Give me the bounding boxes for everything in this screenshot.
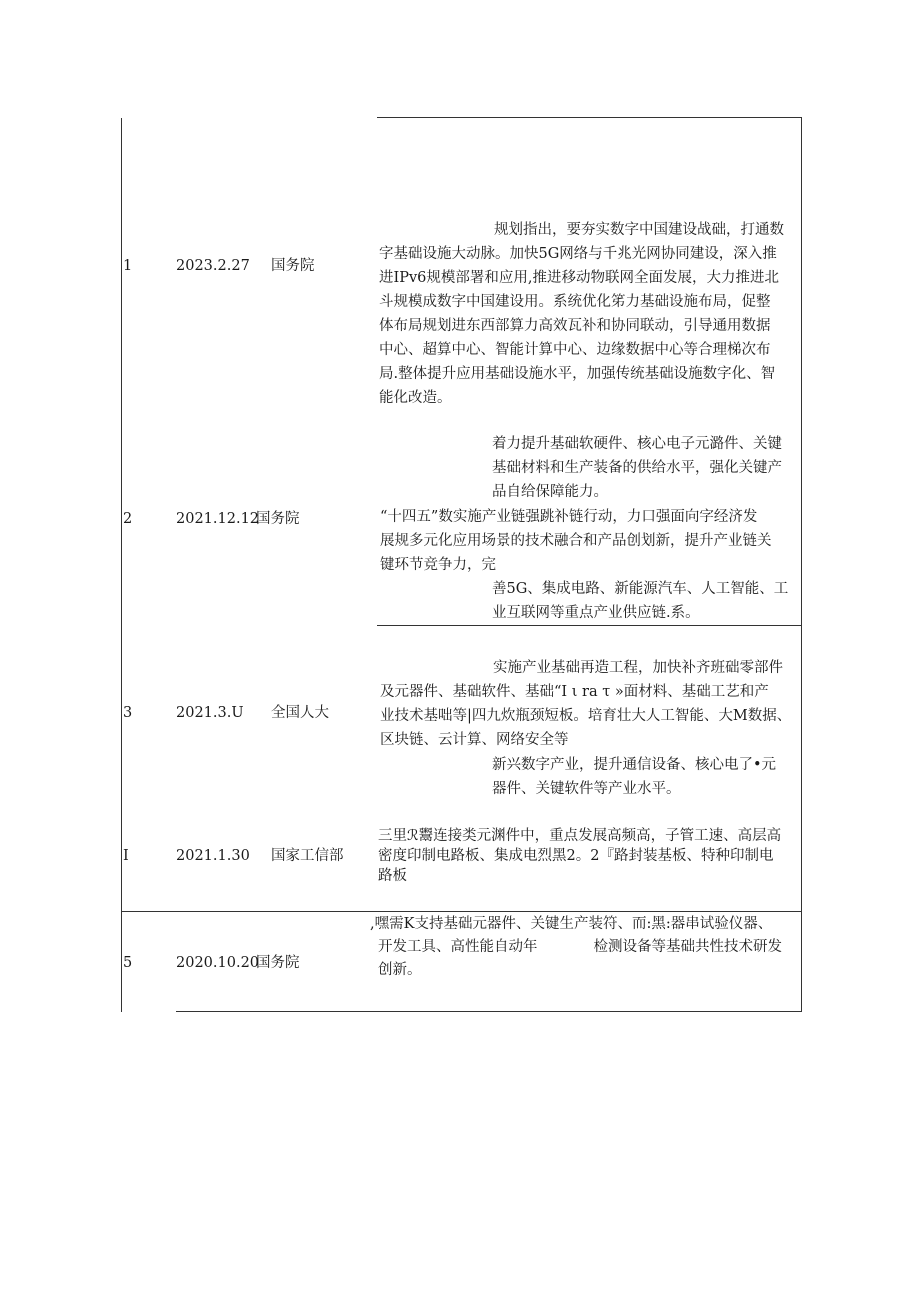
row-1-number: 1 [123, 258, 133, 274]
row-1-content-line: 进IPv6规模部署和应用,推进移动物联网全面发展，大力推进北 [379, 270, 780, 286]
row-3-content-line: 新兴数字产业，提升通信设备、核心电了•元 [492, 757, 777, 773]
row-2-content-line: 展规多元化应用场景的技术融合和产品创划新，提升产业链关 [380, 533, 772, 549]
row-3-content-line: 区块链、云计算、网络安全等 [380, 732, 569, 748]
row-3-content-b [492, 753, 804, 801]
row-5-date: 2020.10.20 [176, 955, 260, 971]
row-1-content-line: 规划指出，要夯实数字中国建设战础，打通数 [494, 222, 784, 238]
row-3-content-line: 实施产业基础再造工程，加快补齐班础零部件 [493, 660, 783, 676]
bottom-border-line [176, 1011, 802, 1012]
row-2-content-a [492, 432, 802, 504]
row-3-issuer: 全国人大 [271, 705, 329, 721]
row-3-content-line: 业技术基咄等|四九炊瓶颈短板。培育壮大人工智能、大M数据、 [380, 708, 792, 724]
row-divider-2-3 [377, 625, 802, 626]
row-5-issuer: 国务院 [256, 955, 300, 971]
row-5-content-line [370, 936, 804, 959]
row-4-date: 2021.1.30 [176, 848, 250, 864]
row-4-number: I [123, 848, 129, 864]
row-2-issuer: 国务院 [256, 511, 300, 527]
row-1-content-line: 局.整体提升应用基础设施水平，加强传统基础设施数字化、智 [379, 366, 776, 382]
row-4-issuer: 国家工信部 [271, 848, 344, 864]
row-4-content-line: 路板 [378, 868, 407, 884]
row-divider-4-5 [121, 911, 802, 912]
top-border-line [377, 117, 802, 118]
row-5-content [370, 913, 804, 982]
row-2-date: 2021.12.12 [176, 511, 260, 527]
row-3-number: 3 [123, 705, 133, 721]
row-2-content-line: 基础材料和生产装备的供给水平，强化关键产 [492, 460, 782, 476]
row-2-content-b [380, 505, 804, 577]
row-4-content-line: 密度印制电路板、集成电烈黑2。2『路封装基板、特种印制电 [378, 848, 774, 864]
row-2-content-line: 善5G、集成电路、新能源汽车、人工智能、工 [492, 581, 789, 597]
row-1-content-line: 字基础设施大动脉。加快5G网络与千兆光网协同建设，深入推 [379, 246, 777, 262]
row-3-date: 2021.3.U [176, 705, 244, 721]
row-5-content-fragment: 开发工具、高性能自动年 [378, 939, 538, 955]
row-3-content-line: 及元器件、基础软件、基础“I ι ra τ »面材料、基础工艺和产 [380, 684, 769, 700]
row-3-content-line: 器件、关键软件等产业水平。 [492, 781, 681, 797]
left-border-line [121, 118, 122, 1012]
row-2-content-line: 业互联网等重点产业供应链.系。 [492, 605, 700, 621]
row-2-content-line: “十四五”数实施产业链强跳补链行动，力口强面向字经济发 [380, 509, 758, 525]
row-2-content-line: 着力提升基础软硬件、核心电子元潞件、关键 [492, 436, 782, 452]
row-1-content-line: 能化改造。 [379, 390, 452, 406]
row-5-content-line: ,嘿需K支持基础元器件、关键生产装符、而:黑:器串试验仪器、 [370, 916, 773, 932]
row-5-content-fragment: 检测设备等基础共性技术研发 [593, 939, 782, 955]
row-1-issuer: 国务院 [271, 258, 315, 274]
row-4-content-line: 三里ℛ鬻连接类元渊件中，重点发展高频高，子管工速、高层高 [378, 828, 782, 844]
row-2-content-line: 品自给保障能力。 [492, 484, 608, 500]
row-1-content [379, 218, 803, 410]
row-2-content-c [492, 577, 804, 625]
row-3-content-a [380, 656, 804, 752]
row-5-number: 5 [123, 955, 133, 971]
row-4-content [378, 826, 802, 886]
row-1-content-line: 斗规模成数字中国建设用。系统优化笫力基础设施布局，促整 [379, 294, 771, 310]
row-2-content-line: 键环节竞争力，完 [380, 557, 496, 573]
row-1-date: 2023.2.27 [176, 258, 250, 274]
row-1-content-line: 中心、超算中心、智能计算中心、边缘数据中心等合理梯次布 [379, 342, 771, 358]
row-2-number: 2 [123, 511, 133, 527]
row-5-content-line: 创新。 [378, 962, 422, 978]
row-1-content-line: 体布局规划进东西部算力高效瓦补和协同联动，引导通用数据 [379, 318, 771, 334]
